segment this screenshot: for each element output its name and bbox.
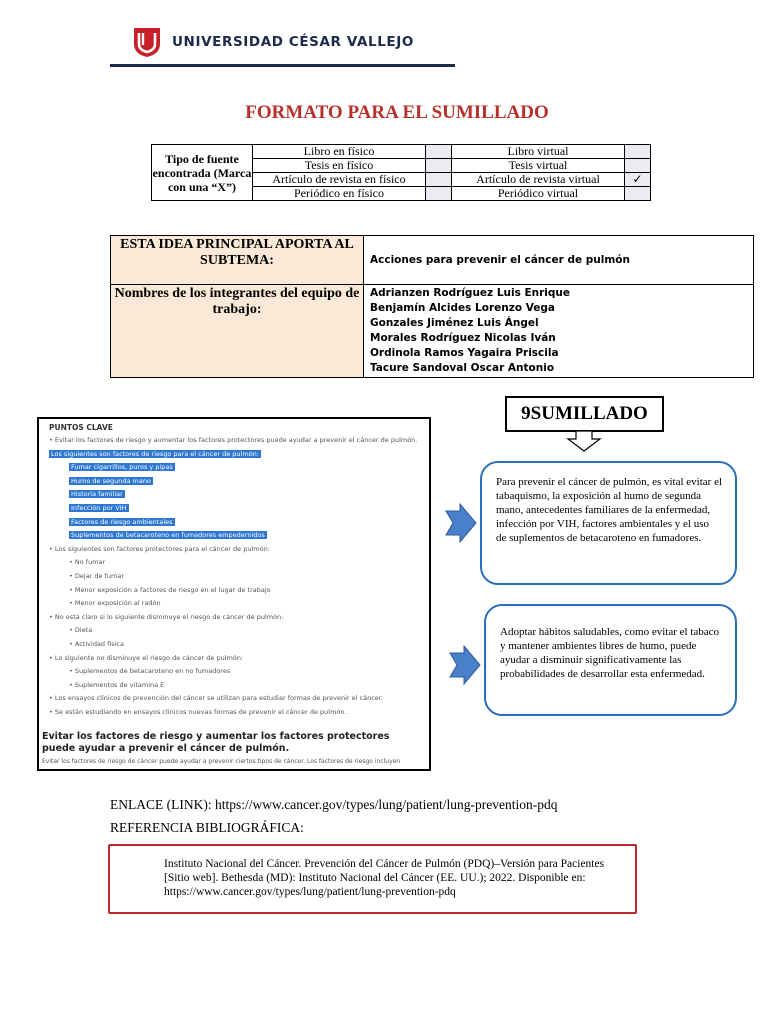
members-row (111, 285, 754, 378)
subtheme-table (110, 235, 754, 378)
source-checkbox[interactable] (426, 173, 452, 187)
subtheme-label: ESTA IDEA PRINCIPAL APORTA AL SUBTEMA: (111, 236, 364, 285)
key-points-summary-title: Evitar los factores de riesgo y aumentar los factores protectores puede ayudar a prevenir el cáncer de pulmón. (42, 731, 390, 754)
reference-text: Instituto Nacional del Cáncer. Prevención del Cáncer de Pulmón (PDQ)–Versión para Pacientes [Sitio web]. Bethesda (MD): Instituto Nacional del Cáncer (EE. UU.); 2022. Disponible en: https://www.cancer.gov/types/lung/patient/lung-prevention-pdq (164, 858, 605, 898)
source-checkbox[interactable] (426, 145, 452, 159)
source-option: Periódico virtual (452, 187, 625, 201)
source-option: Artículo de revista en físico (253, 173, 426, 187)
member-name: Adrianzen Rodríguez Luis Enrique (370, 287, 571, 299)
key-point-highlighted (49, 450, 261, 459)
subtheme-row (111, 236, 754, 285)
key-point-text: Fumar cigarrillos, puros y pipas (71, 463, 173, 472)
key-points-screenshot (37, 417, 431, 771)
key-point-text: • Suplementos de betacaroteno en no fumadores (69, 667, 231, 676)
checkmark-icon[interactable]: ✓ (625, 173, 651, 187)
source-row (152, 145, 651, 159)
key-points-heading: PUNTOS CLAVE (49, 423, 113, 432)
member-name: Ordinola Ramos Yagaira Priscila (370, 347, 559, 359)
key-point-text: Suplementos de betacaroteno en fumadores empedernidos (71, 531, 265, 540)
source-type-label: Tipo de fuente encontrada (Marca con una “X”) (152, 145, 253, 201)
member-name: Benjamín Alcides Lorenzo Vega (370, 302, 555, 314)
subtheme-value: Acciones para prevenir el cáncer de pulmón (364, 236, 754, 285)
header-divider (110, 64, 455, 67)
document-title: FORMATO PARA EL SUMILLADO (245, 102, 549, 123)
key-point (69, 558, 105, 567)
source-checkbox[interactable] (426, 187, 452, 201)
member-name: Gonzales Jiménez Luis Ángel (370, 317, 539, 329)
key-point-text: Factores de riesgo ambientales (71, 517, 173, 526)
key-point (69, 626, 92, 635)
key-point (69, 640, 124, 649)
key-points-summary-text: Evitar los factores de riesgo de cáncer puede ayudar a prevenir ciertos tipos de cáncer. Los factores de riesgo incluyen (42, 758, 401, 765)
source-option: Libro virtual (452, 145, 625, 159)
key-point-text: • Se están estudiando en ensayos clínicos nuevas formas de prevenir el cáncer de pulmón. (49, 708, 347, 716)
key-point (69, 572, 124, 581)
key-point-highlighted (69, 504, 129, 513)
reference-label: REFERENCIA BIBLIOGRÁFICA: (110, 820, 304, 835)
key-point-text: • Lo siguiente no disminuye el riesgo de cáncer de pulmón: (49, 653, 244, 662)
key-point-text: • Menor exposición al radón (69, 599, 161, 608)
source-link[interactable]: ENLACE (LINK): https://www.cancer.gov/types/lung/patient/lung-prevention-pdq (110, 797, 558, 812)
sumillado-box-1 (480, 461, 737, 585)
key-point (69, 681, 164, 690)
key-point (49, 654, 243, 663)
member-name: Tacure Sandoval Oscar Antonio (370, 362, 555, 374)
key-point (49, 545, 270, 554)
sumillado-text-1: Para prevenir el cáncer de pulmón, es vital evitar el tabaquismo, la exposición al humo de segunda mano, antecedentes familiares de la enfermedad, infección por VIH, factores ambientales y el uso de suplementos de betacaroteno en fumadores. (496, 476, 723, 544)
key-point-text: Historia familiar (71, 490, 123, 499)
key-point-highlighted (69, 490, 125, 499)
source-checkbox[interactable] (625, 187, 651, 201)
key-point-highlighted (69, 518, 175, 527)
key-point-text: Los siguientes son factores de riesgo para el cáncer de pulmón: (51, 449, 259, 458)
key-point-highlighted (69, 477, 153, 486)
source-type-table (151, 144, 651, 201)
source-option: Artículo de revista virtual (452, 173, 625, 187)
sumillado-box-2 (484, 604, 737, 716)
source-option: Tesis en físico (253, 159, 426, 173)
key-point-text: Humo de segunda mano (71, 476, 151, 485)
source-checkbox[interactable] (625, 159, 651, 173)
university-logo-icon (130, 24, 164, 58)
key-point (49, 436, 417, 445)
key-point-text: • Menor exposición a factores de riesgo en el lugar de trabajo (69, 585, 271, 594)
source-checkbox[interactable] (426, 159, 452, 173)
down-arrow-icon (566, 430, 602, 452)
members-label: Nombres de los integrantes del equipo de trabajo: (111, 285, 364, 378)
sumillado-text-2: Adoptar hábitos saludables, como evitar el tabaco y mantener ambientes libres de humo, puede ayudar a disminuir significativamente las probabilidades de desarrollar esta enfermedad. (500, 626, 720, 680)
right-arrow-icon (443, 503, 477, 543)
key-point-text: • Dieta (69, 626, 93, 635)
source-checkbox[interactable] (625, 145, 651, 159)
key-point (49, 708, 347, 717)
key-point-text: • Dejar de fumar (69, 572, 125, 580)
key-point-highlighted (69, 463, 175, 472)
key-point (69, 599, 161, 608)
key-point (69, 667, 230, 676)
key-point-text: Infección por VIH (71, 504, 127, 512)
member-name: Morales Rodríguez Nicolas Iván (370, 332, 556, 344)
key-point-text: • No fumar (69, 558, 106, 567)
sumillado-title: 9SUMILLADO (505, 396, 664, 432)
right-arrow-icon (447, 645, 481, 685)
key-point-text: • Los siguientes son factores protectores para el cáncer de pulmón: (49, 544, 270, 553)
key-point-text: • Los ensayos clínicos de prevención del cáncer se utilizan para estudiar formas de prevenir el cáncer. (49, 694, 383, 703)
university-name: UNIVERSIDAD CÉSAR VALLEJO (172, 34, 414, 50)
key-point (69, 586, 271, 595)
source-option: Periódico en físico (253, 187, 426, 201)
members-list (364, 285, 754, 378)
key-point-text: • No está claro si lo siguiente disminuye el riesgo de cáncer de pulmón: (49, 612, 284, 621)
reference-box (108, 844, 637, 914)
source-option: Tesis virtual (452, 159, 625, 173)
key-point (49, 694, 383, 703)
key-point (49, 613, 283, 622)
key-point-text: • Suplementos de vitamina E (69, 680, 165, 689)
key-point-text: • Actividad física (69, 640, 124, 648)
key-point-highlighted (69, 531, 267, 540)
source-option: Libro en físico (253, 145, 426, 159)
key-point-text: • Evitar los factores de riesgo y aumentar los factores protectores puede ayudar a prevenir el cáncer de pulmón. (49, 436, 418, 444)
